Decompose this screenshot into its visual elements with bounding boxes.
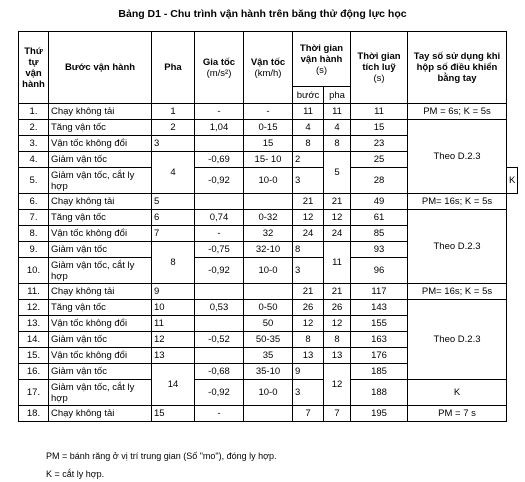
row-time-step: 24: [293, 226, 324, 242]
row-speed: 32-10: [244, 242, 293, 258]
row-time-step: 13: [293, 348, 324, 364]
table-row: [19, 120, 518, 136]
row-time-phase: 4: [324, 120, 351, 136]
row-accel: -0,69: [195, 152, 244, 168]
row-step: Giảm vận tốc, cắt ly hợp: [49, 168, 152, 194]
row-accel: -: [195, 406, 244, 422]
header-speed-label: Vận tốc: [250, 56, 286, 68]
table-row: [19, 406, 518, 422]
row-accel: 0,74: [195, 210, 244, 226]
row-gear: K: [408, 380, 507, 406]
row-step: Tăng vận tốc: [49, 210, 152, 226]
header-time-label: Thời gian vận hành: [299, 42, 344, 65]
row-step: Vận tốc không đổi: [49, 136, 152, 152]
row-time-step: 7: [293, 406, 324, 422]
row-time-phase: 12: [324, 316, 351, 332]
row-cumtime: 15: [351, 120, 408, 136]
row-time-phase: 13: [324, 348, 351, 364]
row-phase: 6: [152, 210, 195, 226]
header-accel-unit: (m/s²): [206, 67, 232, 79]
row-number: 12.: [19, 300, 49, 316]
row-speed: -: [244, 104, 293, 120]
header-time-step: bước: [293, 87, 324, 104]
header-order: Thứ tự vận hành: [19, 32, 49, 104]
row-time-phase: 11: [324, 104, 351, 120]
row-speed: [244, 284, 293, 300]
row-number: 10.: [19, 258, 49, 284]
row-step: Chạy không tải: [49, 406, 152, 422]
row-time-step: 3: [293, 380, 324, 406]
row-cumtime: 61: [351, 210, 408, 226]
row-time-step: 21: [293, 284, 324, 300]
row-step: Giảm vận tốc: [49, 242, 152, 258]
note-pm: PM = bánh răng ở vị trí trung gian (Số "mo"), đóng ly hợp.: [46, 451, 277, 461]
row-time-phase: 12: [324, 210, 351, 226]
row-cumtime: 176: [351, 348, 408, 364]
row-speed: 0-32: [244, 210, 293, 226]
header-speed-unit: (km/h): [254, 67, 282, 79]
header-accel: [195, 32, 244, 104]
row-phase: 12: [152, 332, 195, 348]
row-time-phase: 8: [324, 136, 351, 152]
row-cumtime: 96: [351, 258, 408, 284]
row-speed: 10-0: [244, 380, 293, 406]
row-speed: 50-35: [244, 332, 293, 348]
row-time-step: 8: [293, 332, 324, 348]
row-speed: 32: [244, 226, 293, 242]
row-accel: [195, 316, 244, 332]
row-time-phase: 8: [324, 332, 351, 348]
row-step: Vận tốc không đổi: [49, 316, 152, 332]
row-step: Giảm vận tốc: [49, 364, 152, 380]
header-step: Bước vận hành: [49, 32, 152, 104]
row-cumtime: 117: [351, 284, 408, 300]
row-cumtime: 25: [351, 152, 408, 168]
row-time-step: 8: [293, 136, 324, 152]
table-row: [19, 194, 518, 210]
row-accel: 0,53: [195, 300, 244, 316]
row-cumtime: 143: [351, 300, 408, 316]
row-accel: [195, 284, 244, 300]
row-gear: PM = 7 s: [408, 406, 507, 422]
row-phase: 2: [152, 120, 195, 136]
row-time-phase: 21: [324, 194, 351, 210]
row-number: 14.: [19, 332, 49, 348]
row-phase: 8: [152, 242, 195, 284]
row-step: Vận tốc không đổi: [49, 226, 152, 242]
row-cumtime: 85: [351, 226, 408, 242]
row-time-step: 3: [293, 258, 324, 284]
row-step: Vận tốc không đổi: [49, 348, 152, 364]
row-phase: 1: [152, 104, 195, 120]
row-cumtime: 195: [351, 406, 408, 422]
row-step: Giảm vận tốc, cắt ly hợp: [49, 380, 152, 406]
row-speed: [244, 194, 293, 210]
row-accel: [195, 194, 244, 210]
row-accel: -0,68: [195, 364, 244, 380]
row-speed: [244, 406, 293, 422]
row-number: 11.: [19, 284, 49, 300]
row-accel: -0,92: [195, 258, 244, 284]
row-accel: [195, 136, 244, 152]
row-number: 5.: [19, 168, 49, 194]
row-phase: 15: [152, 406, 195, 422]
table-row: [19, 380, 518, 406]
row-phase: 13: [152, 348, 195, 364]
row-accel: -0,92: [195, 168, 244, 194]
row-phase: 4: [152, 152, 195, 194]
row-step: Chạy không tải: [49, 284, 152, 300]
row-step: Tăng vận tốc: [49, 300, 152, 316]
cycle-table-wrapper: [18, 31, 518, 422]
row-cumtime: 163: [351, 332, 408, 348]
row-speed: 35: [244, 348, 293, 364]
row-cumtime: 155: [351, 316, 408, 332]
row-time-phase: 24: [324, 226, 351, 242]
row-gear: K: [507, 168, 518, 194]
row-speed: 10-0: [244, 258, 293, 284]
header-time-phase: pha: [324, 87, 351, 104]
row-cumtime: 93: [351, 242, 408, 258]
header-time-unit: (s): [315, 64, 328, 76]
row-time-phase: 26: [324, 300, 351, 316]
row-speed: 15: [244, 136, 293, 152]
row-time-step: 4: [293, 120, 324, 136]
row-speed: 0-15: [244, 120, 293, 136]
row-phase: 9: [152, 284, 195, 300]
row-time-step: 9: [293, 364, 324, 380]
row-step: Giảm vận tốc, cắt ly hợp: [49, 258, 152, 284]
row-step: Giảm vận tốc: [49, 152, 152, 168]
header-cumtime-label: Thời gian tích luỹ: [357, 51, 401, 73]
table-title: Bảng D1 - Chu trình vận hành trên băng thử động lực học: [118, 8, 407, 20]
row-phase: 5: [152, 194, 195, 210]
row-number: 2.: [19, 120, 49, 136]
row-time-step: 3: [293, 168, 324, 194]
table-row: [19, 210, 518, 226]
row-cumtime: 28: [351, 168, 408, 194]
row-gear: Theo D.2.3: [408, 120, 507, 194]
row-cumtime: 23: [351, 136, 408, 152]
row-time-step: 11: [293, 104, 324, 120]
row-number: 15.: [19, 348, 49, 364]
row-phase: 3: [152, 136, 195, 152]
row-number: 18.: [19, 406, 49, 422]
header-cumtime-unit: (s): [373, 73, 385, 84]
row-accel: [195, 348, 244, 364]
row-number: 9.: [19, 242, 49, 258]
header-speed: [244, 32, 293, 104]
row-step: Giảm vận tốc: [49, 332, 152, 348]
row-gear: PM= 16s; K = 5s: [408, 284, 507, 300]
row-cumtime: 49: [351, 194, 408, 210]
row-accel: -: [195, 104, 244, 120]
row-time-phase: 5: [324, 152, 351, 194]
row-step: Chạy không tải: [49, 194, 152, 210]
row-phase: 11: [152, 316, 195, 332]
row-cumtime: 185: [351, 364, 408, 380]
header-phase: Pha: [152, 32, 195, 104]
row-accel: -0,52: [195, 332, 244, 348]
header-cumtime: [351, 32, 408, 104]
row-step: Tăng vận tốc: [49, 120, 152, 136]
row-speed: 10-0: [244, 168, 293, 194]
row-time-step: 21: [293, 194, 324, 210]
row-time-step: 12: [293, 316, 324, 332]
row-number: 16.: [19, 364, 49, 380]
row-time-phase: 12: [324, 364, 351, 406]
row-gear: Theo D.2.3: [408, 300, 507, 380]
row-number: 17.: [19, 380, 49, 406]
row-time-phase: 7: [324, 406, 351, 422]
row-time-phase: 21: [324, 284, 351, 300]
row-accel: -0,92: [195, 380, 244, 406]
header-gear: Tay số sử dụng khi hộp số điều khiển bằng tay: [408, 32, 507, 104]
table-row: [19, 300, 518, 316]
row-number: 1.: [19, 104, 49, 120]
row-speed: 50: [244, 316, 293, 332]
row-gear: PM = 6s; K = 5s: [408, 104, 507, 120]
cycle-table: [18, 31, 518, 422]
row-number: 6.: [19, 194, 49, 210]
row-gear: Theo D.2.3: [408, 210, 507, 284]
row-step: Chạy không tải: [49, 104, 152, 120]
row-speed: 15- 10: [244, 152, 293, 168]
row-number: 7.: [19, 210, 49, 226]
table-row: [19, 104, 518, 120]
row-number: 4.: [19, 152, 49, 168]
row-time-step: 26: [293, 300, 324, 316]
row-accel: -: [195, 226, 244, 242]
row-number: 3.: [19, 136, 49, 152]
row-cumtime: 188: [351, 380, 408, 406]
row-gear: PM= 16s; K = 5s: [408, 194, 507, 210]
row-accel: -0,75: [195, 242, 244, 258]
table-row: [19, 284, 518, 300]
row-phase: 7: [152, 226, 195, 242]
row-time-step: 2: [293, 152, 324, 168]
row-speed: 0-50: [244, 300, 293, 316]
row-time-step: 8: [293, 242, 324, 258]
row-number: 13.: [19, 316, 49, 332]
row-phase: 10: [152, 300, 195, 316]
row-number: 8.: [19, 226, 49, 242]
header-accel-label: Gia tốc: [202, 56, 236, 68]
row-accel: 1,04: [195, 120, 244, 136]
row-time-phase: 11: [324, 242, 351, 284]
row-time-step: 12: [293, 210, 324, 226]
row-cumtime: 11: [351, 104, 408, 120]
row-speed: 35-10: [244, 364, 293, 380]
row-phase: 14: [152, 364, 195, 406]
header-time: [293, 32, 351, 87]
note-k: K = cắt ly hợp.: [46, 469, 105, 479]
